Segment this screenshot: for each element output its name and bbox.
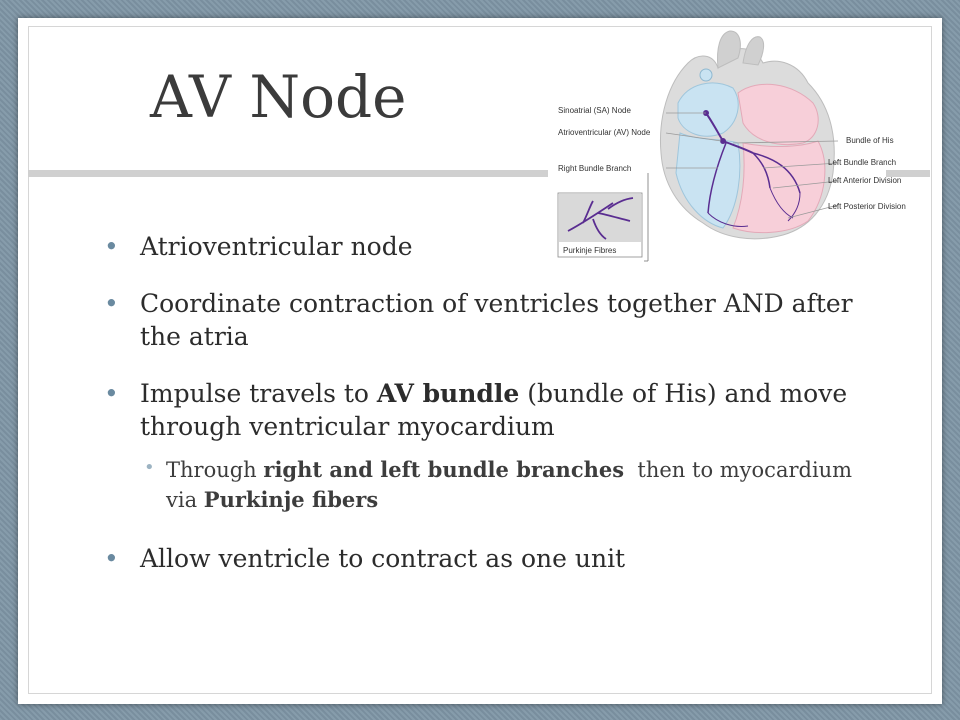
sub-bullet-mid: then to myocardium via xyxy=(166,458,859,513)
slide-title: AV Node xyxy=(150,63,407,131)
label-purkinje-fibres: Purkinje Fibres xyxy=(563,246,617,255)
label-right-bundle-branch: Right Bundle Branch xyxy=(558,164,632,173)
sub-bullet-bold2: Purkinje fibers xyxy=(203,487,379,513)
sub-bullet-through-branches xyxy=(102,455,862,516)
label-sa-node: Sinoatrial (SA) Node xyxy=(558,106,631,115)
bullet-impulse-bold: AV bundle xyxy=(376,379,520,408)
label-left-bundle-branch: Left Bundle Branch xyxy=(828,158,897,167)
sub-bullet-pre: Through xyxy=(166,458,264,482)
bullet-atrioventricular-node: • Atrioventricular node xyxy=(102,230,862,263)
label-left-anterior-division: Left Anterior Division xyxy=(828,176,902,185)
slide xyxy=(18,18,942,704)
bullet-impulse-post: (bundle of His) and move through ventricular myocardium xyxy=(140,379,848,441)
sub-bullet-bold1: right and left bundle branches xyxy=(263,457,625,482)
title-rule-left xyxy=(28,170,548,177)
label-left-posterior-division: Left Posterior Division xyxy=(828,202,906,211)
bullet-impulse-travels xyxy=(102,377,862,443)
bullet-coordinate-contraction: • Coordinate contraction of ventricles together AND after the atria xyxy=(102,287,862,353)
label-av-node: Atrioventricular (AV) Node xyxy=(558,128,651,137)
label-bundle-of-his: Bundle of His xyxy=(846,136,894,145)
bullet-list xyxy=(102,230,862,599)
bullet-impulse-pre: Impulse travels to xyxy=(140,379,377,408)
bullet-allow-ventricle: • Allow ventricle to contract as one unit xyxy=(102,542,862,575)
heart-illustration xyxy=(660,31,834,239)
heart-conduction-diagram xyxy=(538,23,938,263)
